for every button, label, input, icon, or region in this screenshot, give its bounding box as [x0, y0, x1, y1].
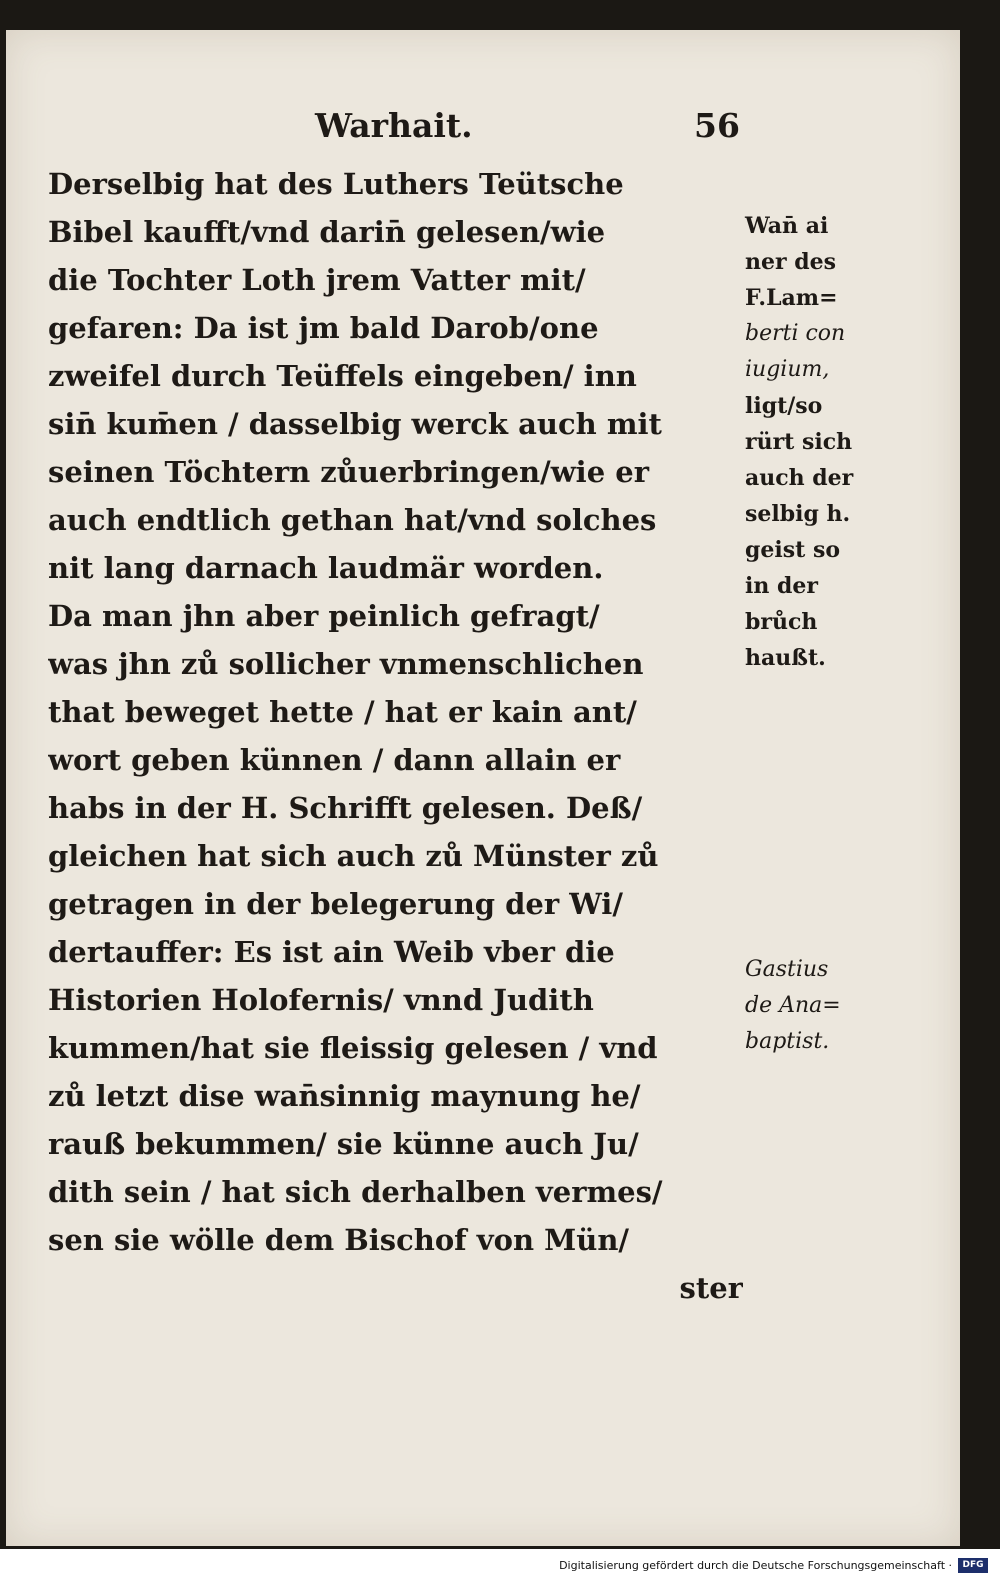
text-line: zů letzt dise wan̄sinnig maynung he/	[48, 1079, 641, 1113]
note-line: ligt/so	[745, 393, 823, 419]
text-line: wort geben künnen / dann allain er	[48, 743, 621, 777]
text-line: gefaren: Da ist jm bald Darob/one	[48, 311, 599, 345]
text-line: getragen in der belegerung der Wi/	[48, 887, 623, 921]
note-line: iugium,	[745, 357, 830, 382]
text-line: Bibel kaufft/vnd darin̄ gelesen/wie	[48, 215, 606, 249]
text-line: zweifel durch Teüffels eingeben/ inn	[48, 359, 637, 393]
text-line: kummen/hat sie fleissig gelesen / vnd	[48, 1031, 658, 1065]
running-head: Warhait.	[315, 106, 473, 145]
catchword: ster	[679, 1271, 743, 1305]
page-header	[0, 106, 960, 156]
marginal-note-lamberti	[745, 208, 885, 676]
note-line: selbig h.	[745, 501, 851, 527]
note-line: haußt.	[745, 645, 826, 671]
text-line: nit lang darnach laudmär worden.	[48, 551, 604, 585]
note-line: de Ana=	[745, 993, 841, 1018]
text-line: rauß bekummen/ sie künne auch Ju/	[48, 1127, 639, 1161]
page-number: 56	[694, 106, 740, 145]
note-line: ner des	[745, 249, 837, 275]
text-line: Historien Holofernis/ vnnd Judith	[48, 983, 594, 1017]
note-line: brůch	[745, 609, 818, 635]
text-line: dith sein / hat sich derhalben vermes/	[48, 1175, 663, 1209]
note-line: baptist.	[745, 1029, 830, 1054]
text-line: was jhn zů sollicher vnmenschlichen	[48, 647, 644, 681]
note-line: berti con	[745, 321, 846, 346]
note-line: auch der	[745, 465, 854, 491]
text-line: dertauffer: Es ist ain Weib vber die	[48, 935, 615, 969]
text-line: sin̄ kum̄en / dasselbig werck auch mit	[48, 407, 662, 441]
note-line: F.Lam=	[745, 285, 838, 311]
marginal-note-gastius	[745, 952, 885, 1060]
note-line: Wan̄ ai	[745, 213, 829, 239]
text-line: sen sie wölle dem Bischof von Mün/	[48, 1223, 629, 1257]
text-line: Da man jhn aber peinlich gefragt/	[48, 599, 600, 633]
text-line: that beweget hette / hat er kain ant/	[48, 695, 637, 729]
funding-credit: Digitalisierung gefördert durch die Deutsche Forschungsgemeinschaft ·	[559, 1559, 952, 1572]
text-line: gleichen hat sich auch zů Münster zů	[48, 839, 659, 873]
main-text-block	[48, 160, 743, 1312]
text-line: Derselbig hat des Luthers Teütsche	[48, 167, 624, 201]
text-line: die Tochter Loth jrem Vatter mit/	[48, 263, 586, 297]
note-line: in der	[745, 573, 818, 599]
text-line: auch endtlich gethan hat/vnd solches	[48, 503, 657, 537]
note-line: geist so	[745, 537, 841, 563]
dfg-logo-icon: DFG	[958, 1558, 988, 1573]
text-line: habs in der H. Schrifft gelesen. Deß/	[48, 791, 643, 825]
text-line: seinen Töchtern zůuerbringen/wie er	[48, 455, 649, 489]
note-line: rürt sich	[745, 429, 853, 455]
digitization-footer	[0, 1549, 1000, 1587]
note-line: Gastius	[745, 957, 829, 982]
